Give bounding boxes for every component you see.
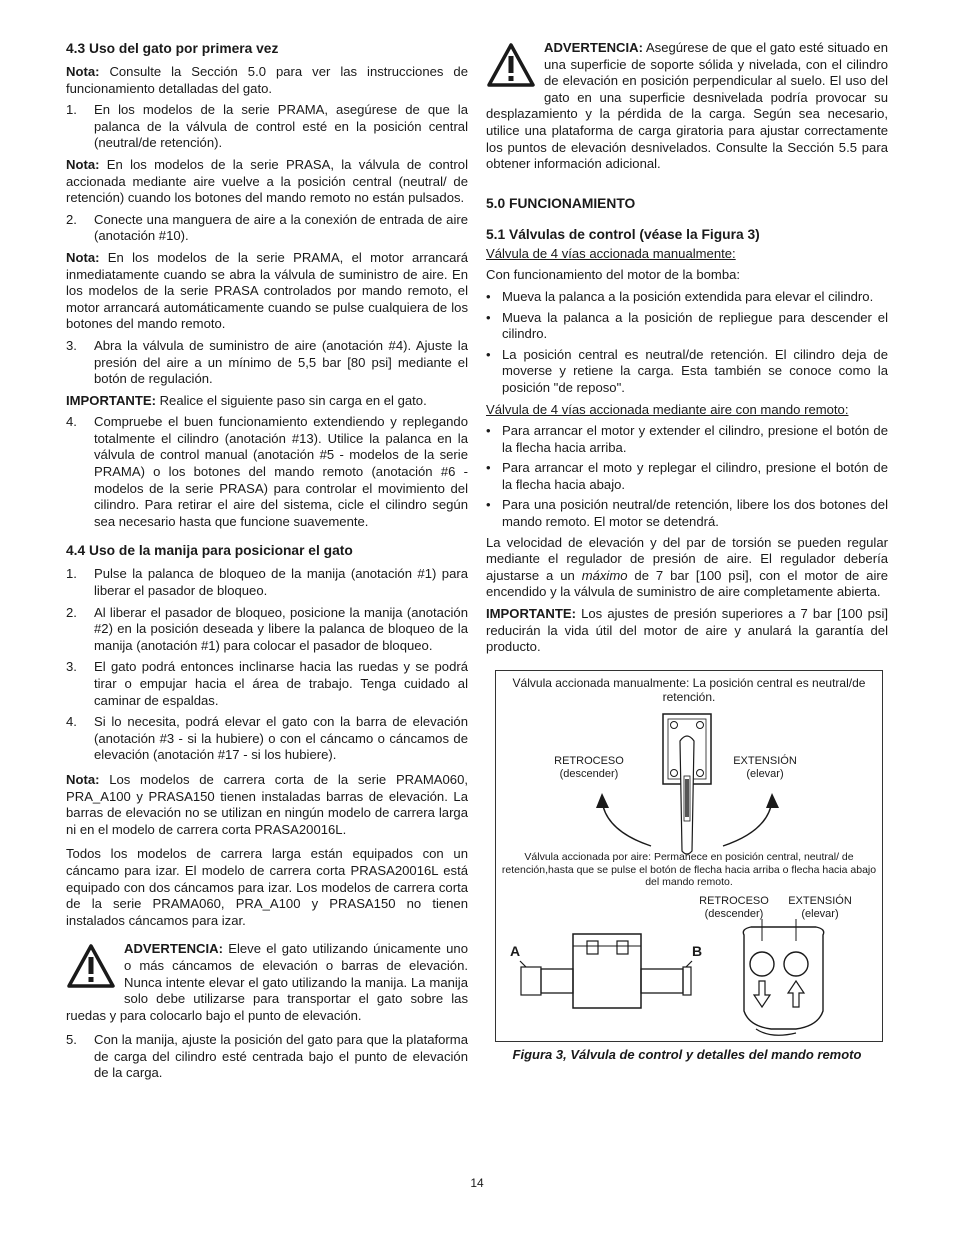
subheading: Válvula de 4 vías accionada mediante aire con mando remoto: [486, 401, 849, 417]
retroceso-label: RETROCESO (descender) [554, 754, 624, 780]
subheading: Válvula de 4 vías accionada manualmente: [486, 245, 736, 261]
bullet-item: • La posición central es neutral/de retención. El cilindro deja de moverse y retiene la carga. Esta también se conoce como la posición "de reposo". [486, 346, 888, 395]
extension-label: EXTENSIÓN (elevar) [733, 754, 797, 780]
list-item: 1. Pulse la palanca de bloqueo de la manija (anotación #1) para liberar el pasador de bloqueo. [66, 566, 468, 599]
paragraph: La velocidad de elevación y del par de torsión se pueden regular mediante el regulador de presión de aire. El regulador debería ajustarse a un máximo de 7 bar [100 psi], con el motor de aire encendido y la válvula de suministro de aire completamente abierta. [486, 534, 888, 600]
note: Nota: En los modelos de la serie PRASA, la válvula de control accionada mediante aire vuelve a la posición central (neutral/ de retención) cuando los botones del mando remoto no están pulsados. [66, 156, 468, 206]
important-note: IMPORTANTE: Realice el siguiente paso sin carga en el gato. [66, 392, 427, 408]
list-item: 2. Conecte una manguera de aire a la conexión de entrada de aire (anotación #10). [66, 211, 468, 244]
warning-block: ADVERTENCIA: Eleve el gato utilizando únicamente uno o más cáncamos de elevación o barras de elevación. Nunca intente elevar el gato utilizando la manija. La manija solo debe utilizarse para transportar el gato sobre las ruedas y para colocarlo bajo el punto de elevación. [66, 941, 468, 1023]
bullet-item: • Mueva la palanca a la posición extendida para elevar el cilindro. [486, 288, 874, 304]
important-note: IMPORTANTE: Los ajustes de presión superiores a 7 bar [100 psi] reducirán la vida útil del motor de aire y anulará la garantía del producto. [486, 606, 888, 655]
remote-retroceso-label: RETROCESO (descender) [699, 894, 769, 920]
figure-caption: Figura 3, Válvula de control y detalles del mando remoto [512, 1046, 862, 1062]
warning-block: ADVERTENCIA: Asegúrese de que el gato esté situado en una superficie de soporte sólida y nivelada, con el cilindro de elevación en posición perpendicular al suelo. El uso del gato en una superficie desnivelada podría provocar su desplazamiento y la pérdida de la carga. Según sea necesario, utilice una plataforma de carga giratoria para ajustar correctamente los puntos de elevación desnivelados. Consulte la Sección 5.5 para obtener información adicional. [486, 40, 888, 172]
list-item: 4. Compruebe el buen funcionamiento extendiendo y replegando totalmente el cilindro (anotación #13). Utilice la palanca en la válvula de control manual (anotación #5 - modelos de la serie PRAMA) o los botones del mando remoto (anotación #6 - modelos de la serie PRASA) para controlar el movimiento del cilindro. Para retirar el aire del sistema, cicle el cilindro según sea necesario hasta que funcione suavemente. [66, 414, 468, 529]
port-b-label: B [692, 942, 703, 959]
section-5-0-title: 5.0 FUNCIONAMIENTO [486, 195, 636, 211]
list-item: 3. El gato podrá entonces inclinarse hacia las ruedas y se podrá tirar o empujar hacia el área de trabajo. Tenga cuidado al caminar de espaldas. [66, 659, 468, 708]
section-4-3-title: 4.3 Uso del gato por primera vez [66, 41, 279, 56]
figure-3 [495, 670, 883, 1042]
warning-icon [66, 943, 116, 989]
paragraph: Con funcionamiento del motor de la bomba: [486, 267, 741, 283]
section-5-1-title: 5.1 Válvulas de control (véase la Figura 3) [486, 226, 760, 242]
right-column [486, 40, 888, 1063]
bullet-item: • Para arrancar el motor y extender el cilindro, presione el botón de la flecha hacia arriba. [486, 423, 888, 455]
list-item: 2. Al liberar el pasador de bloqueo, posicione la manija (anotación #2) en la posición deseada y libere la palanca de bloqueo de la manija (anotación #1) para colocar el pasador de bloqueo. [66, 604, 468, 653]
bullet-item: • Mueva la palanca a la posición de repliegue para descender el cilindro. [486, 309, 888, 342]
section-4-4-title: 4.4 Uso de la manija para posicionar el gato [66, 543, 353, 559]
paragraph: Todos los modelos de carrera larga están equipados con un cáncamo para izar. El modelo de carrera corta PRASA20016L está equipado con dos cáncamos para izar. Los modelos de carrera corta de la serie PRAMA060, PRA_A100 y PRASA150 no tienen instalados cáncamos para izar. [66, 846, 468, 928]
note: Nota: Los modelos de carrera corta de la serie PRAMA060, PRA_A100 y PRASA150 tienen instaladas barras de elevación. La barras de elevación no se utilizan en ningún modelo de carrera larga ni en el modelo de carrera corta PRASA20016L. [66, 771, 468, 837]
port-a-label: A [510, 942, 521, 959]
bullet-item: • Para una posición neutral/de retención, libere los dos botones del mando remoto. El motor se detendrá. [486, 497, 888, 530]
page-number: 14 [470, 1176, 484, 1190]
list-item: 4. Si lo necesita, podrá elevar el gato con la barra de elevación (anotación #3 - si la hubiere) o con el cáncamo o cáncamos de elevación (anotación #17 - si los hubiere). [66, 714, 468, 763]
warning-icon [486, 42, 536, 88]
air-valve-note: Válvula accionada por aire: Permanece en posición central, neutral/ de retención,hasta que se pulse el botón de flecha hacia arriba o flecha hacia abajo del mando remoto. [501, 850, 877, 889]
list-item: 5. Con la manija, ajuste la posición del gato para que la plataforma de carga del cilindro esté centrada bajo el punto de elevación de la carga. [66, 1032, 468, 1081]
list-item: 3. Abra la válvula de suministro de aire (anotación #4). Ajuste la presión del aire a un mínimo de 5,5 bar [80 psi] mediante el botón de regulación. [66, 337, 468, 387]
note: Nota: Consulte la Sección 5.0 para ver las instrucciones de funcionamiento detalladas del gato. [66, 64, 468, 96]
bullet-item: • Para arrancar el moto y replegar el cilindro, presione el botón de la flecha hacia abajo. [486, 460, 888, 492]
left-column [66, 40, 468, 1087]
note: Nota: En los modelos de la serie PRAMA, el motor arrancará inmediatamente cuando se abra la válvula de suministro de aire. En los modelos de la serie PRASA controlados por mando remoto, el motor arrancará automáticamente cuando se pulse cualquiera de los botones del mando remoto. [66, 249, 468, 332]
figure-top-note: Válvula accionada manualmente: La posición central es neutral/de retención. [512, 675, 866, 704]
remote-extension-label: EXTENSIÓN (elevar) [788, 894, 852, 920]
list-item: 1. En los modelos de la serie PRAMA, asegúrese de que la palanca de la válvula de control esté en la posición central (neutral/de retención). [66, 102, 468, 151]
